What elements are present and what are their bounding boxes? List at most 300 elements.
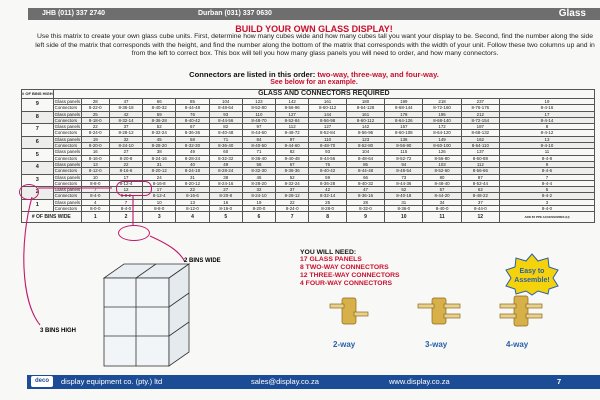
four-way-connector-icon bbox=[492, 292, 552, 332]
glass-count-cell: 104 bbox=[209, 99, 242, 105]
three-way-connector-icon bbox=[410, 292, 470, 332]
connector-count-cell: 8-28-24 bbox=[176, 155, 209, 161]
bins-wide-value: 8 bbox=[309, 212, 347, 223]
connector-count-cell: 8-72-154 bbox=[461, 117, 499, 123]
connector-count-cell: 8-40-32 bbox=[346, 180, 384, 186]
connector-count-cell: 8-24-10 bbox=[109, 143, 142, 149]
glass-count-cell: 5 bbox=[499, 187, 594, 193]
glass-count-cell: 157 bbox=[385, 124, 423, 130]
bins-wide-value: 10 bbox=[385, 212, 423, 223]
glass-panels-label: Glass panels bbox=[54, 124, 81, 130]
glass-count-cell: 97 bbox=[276, 136, 309, 142]
connector-count-cell: 8-68-144 bbox=[385, 105, 423, 111]
glass-count-cell: 66 bbox=[143, 99, 176, 105]
glass-count-cell: 31 bbox=[176, 174, 209, 180]
three-way-label: 3-way bbox=[425, 340, 448, 349]
connector-count-cell: 8-48-70 bbox=[242, 117, 275, 123]
bins-high-header: # OF BINS HIGH bbox=[22, 90, 54, 99]
glass-count-cell: 31 bbox=[143, 161, 176, 167]
connector-count-cell: 8-16-6 bbox=[109, 168, 142, 174]
connector-count-cell: 8-0-0 bbox=[81, 206, 109, 212]
connectors-label: Connectors bbox=[53, 117, 81, 123]
glass-count-cell: 71 bbox=[242, 149, 275, 155]
connector-count-cell: 8-4-10 bbox=[499, 143, 594, 149]
glass-count-cell: 67 bbox=[276, 161, 309, 167]
glass-count-cell: 103 bbox=[423, 161, 461, 167]
connector-count-cell: 8-32-30 bbox=[176, 143, 209, 149]
glass-count-cell: 13 bbox=[499, 136, 594, 142]
glass-count-cell: 16 bbox=[209, 199, 242, 205]
glass-count-cell: 76 bbox=[309, 161, 347, 167]
connector-count-cell: 8-20-8 bbox=[109, 155, 142, 161]
glass-count-cell: 42 bbox=[309, 187, 347, 193]
connector-count-cell: 8-72-160 bbox=[423, 105, 461, 111]
glass-count-cell: 127 bbox=[309, 124, 347, 130]
glass-count-cell: 195 bbox=[423, 111, 461, 117]
glass-count-cell: 31 bbox=[385, 199, 423, 205]
glass-count-cell: 37 bbox=[109, 124, 142, 130]
glass-count-cell: 52 bbox=[276, 174, 309, 180]
glass-count-cell: 71 bbox=[209, 136, 242, 142]
connector-count-cell: 8-8-0 bbox=[143, 206, 176, 212]
glass-count-cell: 24 bbox=[143, 174, 176, 180]
glass-count-cell: 62 bbox=[461, 187, 499, 193]
glass-panels-label: Glass panels bbox=[54, 161, 81, 167]
bins-wide-value: 2 bbox=[109, 212, 142, 223]
glass-count-cell: 52 bbox=[385, 187, 423, 193]
glass-count-cell: 45 bbox=[242, 174, 275, 180]
jhb-phone: JHB (011) 337 2740 bbox=[42, 10, 106, 17]
glass-count-cell: 123 bbox=[346, 136, 384, 142]
website[interactable]: www.display.co.za bbox=[389, 377, 450, 386]
connector-count-cell: 8-12-0 bbox=[81, 168, 109, 174]
connector-count-cell: 8-40-48 bbox=[209, 130, 242, 136]
connector-count-cell: 8-40-42 bbox=[309, 168, 347, 174]
connector-count-cell: 8-4-4 bbox=[499, 180, 594, 186]
glass-count-cell: 4 bbox=[81, 199, 109, 205]
glass-count-cell: 123 bbox=[242, 99, 275, 105]
four-way-label: 4-way bbox=[506, 340, 529, 349]
glass-count-cell: 47 bbox=[346, 187, 384, 193]
bins-high-value: 4 bbox=[22, 161, 54, 174]
accessories-note: ADD 65 PPE ACCESSORIES (H) bbox=[499, 212, 594, 223]
connector-count-cell: 8-44-20 bbox=[423, 193, 461, 199]
glass-count-cell: 13 bbox=[81, 161, 109, 167]
connector-count-cell: 8-16-0 bbox=[81, 155, 109, 161]
company-logo: deco bbox=[31, 376, 53, 387]
glass-count-cell: 49 bbox=[209, 161, 242, 167]
easy-to-assemble-badge bbox=[504, 252, 560, 296]
connector-count-cell: 8-60-108 bbox=[385, 130, 423, 136]
glass-panels-label: Glass panels bbox=[54, 99, 81, 104]
connector-count-cell: 8-68-140 bbox=[423, 117, 461, 123]
connector-count-cell: 8-16-8 bbox=[143, 180, 176, 186]
glass-count-cell: 22 bbox=[109, 161, 142, 167]
connector-count-cell: 8-24-16 bbox=[209, 180, 242, 186]
glass-count-cell: 40 bbox=[176, 161, 209, 167]
glass-count-cell: 25 bbox=[309, 199, 347, 205]
company-name: display equipment co. (pty.) ltd bbox=[61, 377, 163, 386]
connector-count-cell: 8-28-0 bbox=[309, 206, 347, 212]
connector-count-cell: 8-32-0 bbox=[346, 206, 384, 212]
connector-count-cell: 8-24-16 bbox=[143, 155, 176, 161]
connector-count-cell: 8-36-16 bbox=[346, 193, 384, 199]
bins-high-value: 6 bbox=[22, 136, 54, 149]
glass-count-cell: 172 bbox=[423, 124, 461, 130]
glass-count-cell: 32 bbox=[109, 136, 142, 142]
connectors-label: Connectors bbox=[53, 143, 81, 149]
bins-wide-value: 1 bbox=[81, 212, 109, 223]
connector-count-cell: 8-28-20 bbox=[143, 143, 176, 149]
glass-count-cell: 199 bbox=[385, 99, 423, 105]
connector-count-cell: 8-40-42 bbox=[176, 117, 209, 123]
connector-count-cell: 8-52-84 bbox=[276, 117, 309, 123]
you-will-need-title: YOU WILL NEED: bbox=[300, 249, 357, 256]
connector-count-cell: 8-36-40 bbox=[209, 143, 242, 149]
connector-count-cell: 8-32-14 bbox=[309, 193, 347, 199]
connector-count-cell: 8-28-12 bbox=[109, 130, 142, 136]
glass-count-cell: 11 bbox=[499, 149, 594, 155]
connector-count-cell: 8-52-80 bbox=[346, 143, 384, 149]
glass-count-cell: 93 bbox=[209, 111, 242, 117]
connector-count-cell: 8-8-2 bbox=[109, 193, 142, 199]
see-below-note: See below for an example. bbox=[270, 79, 358, 86]
glass-count-cell: 59 bbox=[143, 111, 176, 117]
connector-count-cell: 8-24-0 bbox=[81, 130, 109, 136]
intro-text: Use this matrix to create your own glass cube units. First, determine how many cubes wide and how many cubes tall you want your display to be. Second, find the number along the side left side of the matrix that corresponds with the height, and find the number along the bottom of the matrix that corresponds with the width of your unit. Follow these two columns up and in from the left to correct box. This box will tell you how many glass panels you will need to order, and how many connectors. bbox=[35, 33, 595, 58]
connector-count-cell: 8-32-32 bbox=[209, 155, 242, 161]
bins-wide-header: # OF BINS WIDE bbox=[22, 212, 82, 223]
bins-wide-value: 4 bbox=[176, 212, 209, 223]
glass-count-cell: 137 bbox=[461, 149, 499, 155]
connector-order-prefix: Connectors are listed in this order: bbox=[189, 70, 318, 79]
glass-count-cell: 22 bbox=[81, 124, 109, 130]
connector-count-cell: 8-40-50 bbox=[242, 143, 275, 149]
glass-count-cell: 87 bbox=[461, 174, 499, 180]
connector-count-cell: 8-52-72 bbox=[385, 155, 423, 161]
glass-count-cell: 17 bbox=[109, 174, 142, 180]
connector-count-cell: 8-16-6 bbox=[176, 193, 209, 199]
connector-count-cell: 8-36-0 bbox=[385, 206, 423, 212]
you-will-need-box bbox=[300, 249, 450, 288]
bins-high-value: 9 bbox=[22, 99, 54, 112]
connector-count-cell: 8-28-12 bbox=[276, 193, 309, 199]
glass-count-cell: 34 bbox=[423, 199, 461, 205]
connector-count-cell: 8-4-0 bbox=[81, 193, 109, 199]
connector-count-cell: 8-24-18 bbox=[176, 168, 209, 174]
glass-count-cell: 161 bbox=[309, 99, 347, 105]
easy-line-2: Assemble! bbox=[514, 277, 550, 284]
connector-count-cell: 8-36-36 bbox=[176, 130, 209, 136]
connector-count-cell: 8-16-0 bbox=[209, 206, 242, 212]
connector-count-cell: 8-40-32 bbox=[143, 105, 176, 111]
height-curve bbox=[24, 197, 40, 325]
glass-count-cell: 17 bbox=[499, 111, 594, 117]
connector-order-types: two-way, three-way, and four-way. bbox=[317, 70, 439, 79]
connector-count-cell: 8-44-56 bbox=[209, 117, 242, 123]
connector-count-cell: 8-44-0 bbox=[461, 206, 499, 212]
glass-count-cell: 97 bbox=[242, 124, 275, 130]
bins-high-value: 5 bbox=[22, 149, 54, 162]
glass-count-cell: 85 bbox=[346, 161, 384, 167]
connector-count-cell: 8-48-40 bbox=[423, 180, 461, 186]
glass-count-cell: 67 bbox=[176, 124, 209, 130]
connector-count-cell: 8-24-0 bbox=[276, 206, 309, 212]
glass-count-cell: 136 bbox=[385, 136, 423, 142]
two-way-label: 2-way bbox=[333, 340, 356, 349]
glass-count-cell: 7 bbox=[81, 187, 109, 193]
connector-count-cell: 8-20-12 bbox=[176, 180, 209, 186]
bins-wide-value: 12 bbox=[461, 212, 499, 223]
connector-count-cell: 8-56-66 bbox=[461, 168, 499, 174]
connector-count-cell: 8-4-14 bbox=[499, 117, 594, 123]
page-heading: BUILD YOUR OWN GLASS DISPLAY! bbox=[235, 24, 393, 34]
glass-count-cell: 10 bbox=[81, 174, 109, 180]
glass-count-cell: 110 bbox=[242, 111, 275, 117]
connector-count-cell: 8-24-10 bbox=[242, 193, 275, 199]
footer-bar bbox=[27, 375, 600, 389]
glass-count-cell: 76 bbox=[176, 111, 209, 117]
connector-count-cell: 8-32-30 bbox=[242, 168, 275, 174]
bins-wide-value: 5 bbox=[209, 212, 242, 223]
cube-unit-illustration bbox=[94, 256, 204, 371]
bins-wide-value: 7 bbox=[276, 212, 309, 223]
connector-count-cell: 8-20-0 bbox=[81, 143, 109, 149]
glass-count-cell: 80 bbox=[423, 174, 461, 180]
bins-wide-value: 3 bbox=[143, 212, 176, 223]
glass-count-cell: 45 bbox=[143, 136, 176, 142]
glass-count-cell: 37 bbox=[276, 187, 309, 193]
glass-count-cell: 115 bbox=[385, 149, 423, 155]
glass-panels-label: Glass panels bbox=[54, 199, 81, 205]
connector-count-cell: 8-56-96 bbox=[346, 130, 384, 136]
glass-count-cell: 58 bbox=[242, 161, 275, 167]
connector-count-cell: 8-28-20 bbox=[242, 180, 275, 186]
glass-panels-label: Glass panels bbox=[54, 187, 81, 193]
glass-count-cell: 57 bbox=[423, 187, 461, 193]
connector-count-cell: 8-4-16 bbox=[499, 105, 594, 111]
connector-count-cell: 8-76-176 bbox=[461, 105, 499, 111]
glass-count-cell: 60 bbox=[209, 149, 242, 155]
glass-count-cell: 25 bbox=[81, 111, 109, 117]
glass-panels-label: Glass panels bbox=[54, 136, 81, 142]
connector-count-cell: 8-32-14 bbox=[109, 117, 142, 123]
connector-count-cell: 8-52-80 bbox=[242, 105, 275, 111]
glass-count-cell: 32 bbox=[242, 187, 275, 193]
connector-count-cell: 8-36-28 bbox=[143, 117, 176, 123]
connector-count-cell: 8-28-24 bbox=[209, 168, 242, 174]
glass-count-cell: 144 bbox=[309, 111, 347, 117]
matrix-title: GLASS AND CONNECTORS REQUIRED bbox=[53, 90, 594, 99]
connector-count-cell: 8-48-70 bbox=[309, 143, 347, 149]
connector-count-cell: 8-12-0 bbox=[176, 206, 209, 212]
glass-count-cell: 162 bbox=[461, 136, 499, 142]
connector-count-cell: 8-60-112 bbox=[309, 105, 347, 111]
connector-count-cell: 8-32-24 bbox=[276, 180, 309, 186]
glass-count-cell: 37 bbox=[461, 199, 499, 205]
bins-high-value: 2 bbox=[22, 187, 54, 200]
bins-high-value: 1 bbox=[22, 199, 54, 212]
bins-high-label: 3 BINS HIGH bbox=[40, 328, 77, 334]
glass-count-cell: 161 bbox=[346, 111, 384, 117]
glass-count-cell: 112 bbox=[276, 124, 309, 130]
glass-count-cell: 9 bbox=[499, 161, 594, 167]
glass-panels-label: Glass panels bbox=[54, 174, 81, 180]
glass-count-cell: 28 bbox=[346, 199, 384, 205]
connector-count-cell: 8-32-24 bbox=[143, 130, 176, 136]
glass-count-cell: 17 bbox=[143, 187, 176, 193]
glass-count-cell: 27 bbox=[209, 187, 242, 193]
glass-count-cell: 178 bbox=[385, 111, 423, 117]
glass-count-cell: 93 bbox=[309, 149, 347, 155]
connectors-label: Connectors bbox=[53, 155, 81, 161]
connector-count-cell: 8-8-0 bbox=[81, 180, 109, 186]
glass-count-cell: 52 bbox=[143, 124, 176, 130]
glass-count-cell: 73 bbox=[385, 174, 423, 180]
glass-count-cell: 59 bbox=[309, 174, 347, 180]
connector-count-cell: 8-4-8 bbox=[499, 155, 594, 161]
connector-count-cell: 8-60-88 bbox=[461, 155, 499, 161]
glass-count-cell: 47 bbox=[109, 99, 142, 105]
connector-count-cell: 8-60-100 bbox=[423, 143, 461, 149]
connector-count-cell: 8-44-60 bbox=[242, 130, 275, 136]
connector-count-cell: 8-4-0 bbox=[109, 206, 142, 212]
connector-count-cell: 8-56-80 bbox=[423, 155, 461, 161]
need-two-way: 8 TWO-WAY CONNECTORS bbox=[300, 264, 389, 271]
glass-count-cell: 19 bbox=[499, 99, 594, 105]
connector-count-cell: 8-4-0 bbox=[499, 206, 594, 212]
glass-count-cell: 82 bbox=[276, 149, 309, 155]
glass-count-cell: 212 bbox=[461, 111, 499, 117]
glass-count-cell: 8 bbox=[499, 124, 594, 130]
connector-count-cell: 8-52-44 bbox=[461, 180, 499, 186]
glass-count-cell: 3 bbox=[499, 199, 594, 205]
connectors-label: Connectors bbox=[53, 105, 81, 111]
connector-count-cell: 8-48-54 bbox=[385, 168, 423, 174]
connector-count-cell: 8-20-8 bbox=[209, 193, 242, 199]
glass-count-cell: 112 bbox=[461, 161, 499, 167]
two-way-connector-icon bbox=[320, 292, 380, 332]
glass-count-cell: 7 bbox=[109, 199, 142, 205]
glass-count-cell: 22 bbox=[276, 199, 309, 205]
bins-wide-label: 2 BINS WIDE bbox=[184, 258, 221, 264]
connector-count-cell: 8-20-0 bbox=[242, 206, 275, 212]
connector-count-cell: 8-44-48 bbox=[346, 168, 384, 174]
glass-count-cell: 218 bbox=[423, 99, 461, 105]
glass-count-cell: 149 bbox=[423, 136, 461, 142]
glass-count-cell: 66 bbox=[346, 174, 384, 180]
sales-email[interactable]: sales@display.co.za bbox=[251, 377, 319, 386]
connector-count-cell: 8-48-22 bbox=[461, 193, 499, 199]
glass-count-cell: 28 bbox=[81, 99, 109, 105]
connector-count-cell: 8-40-0 bbox=[423, 206, 461, 212]
connector-count-cell: 8-48-64 bbox=[209, 105, 242, 111]
connector-count-cell: 8-52-60 bbox=[423, 168, 461, 174]
connectors-label: Connectors bbox=[53, 180, 81, 186]
connector-count-cell: 8-4-12 bbox=[499, 130, 594, 136]
glass-count-cell: 82 bbox=[209, 124, 242, 130]
page-number: 7 bbox=[557, 377, 562, 386]
connector-count-cell: 8-40-48 bbox=[276, 155, 309, 161]
connector-count-cell: 8-20-12 bbox=[143, 168, 176, 174]
glass-count-cell: 38 bbox=[143, 149, 176, 155]
connectors-label: Connectors bbox=[53, 193, 81, 199]
glass-count-cell: 104 bbox=[346, 149, 384, 155]
glass-count-cell: 187 bbox=[461, 124, 499, 130]
connector-count-cell: 8-56-98 bbox=[309, 117, 347, 123]
connector-count-cell: 8-64-120 bbox=[423, 130, 461, 136]
glass-count-cell: 22 bbox=[176, 187, 209, 193]
glass-count-cell: 58 bbox=[176, 136, 209, 142]
bins-wide-value: 9 bbox=[346, 212, 384, 223]
glass-count-cell: 10 bbox=[143, 199, 176, 205]
easy-line-1: Easy to bbox=[519, 268, 545, 275]
glass-count-cell: 110 bbox=[309, 136, 347, 142]
glass-panels-label: Glass panels bbox=[54, 149, 81, 155]
connector-count-cell: 8-56-90 bbox=[385, 143, 423, 149]
glass-count-cell: 19 bbox=[81, 136, 109, 142]
connector-count-cell: 8-68-132 bbox=[461, 130, 499, 136]
connectors-label: Connectors bbox=[53, 206, 81, 212]
connector-count-cell: 8-36-36 bbox=[276, 168, 309, 174]
connectors-label: Connectors bbox=[53, 130, 81, 136]
glass-count-cell: 27 bbox=[109, 149, 142, 155]
glass-count-cell: 127 bbox=[276, 111, 309, 117]
connector-count-cell: 8-48-64 bbox=[346, 155, 384, 161]
glass-count-cell: 38 bbox=[209, 174, 242, 180]
glass-count-cell: 19 bbox=[242, 199, 275, 205]
glass-count-cell: 13 bbox=[176, 199, 209, 205]
connectors-label: Connectors bbox=[53, 168, 81, 174]
glass-count-cell: 85 bbox=[176, 99, 209, 105]
bins-high-value: 3 bbox=[22, 174, 54, 187]
bins-high-value: 7 bbox=[22, 124, 54, 137]
glass-count-cell: 180 bbox=[346, 99, 384, 105]
connector-count-cell: 8-56-96 bbox=[276, 105, 309, 111]
connector-count-cell: 8-12-4 bbox=[109, 180, 142, 186]
connector-count-cell: 8-64-128 bbox=[346, 105, 384, 111]
connector-count-cell: 8-36-40 bbox=[242, 155, 275, 161]
glass-count-cell: 7 bbox=[499, 174, 594, 180]
glass-count-cell: 49 bbox=[176, 149, 209, 155]
connector-count-cell: 8-52-84 bbox=[309, 130, 347, 136]
glass-count-cell: 84 bbox=[242, 136, 275, 142]
connector-count-cell: 8-44-56 bbox=[309, 155, 347, 161]
bins-wide-value: 11 bbox=[423, 212, 461, 223]
need-glass-panels: 17 GLASS PANELS bbox=[300, 256, 362, 263]
connector-count-cell: 8-60-112 bbox=[346, 117, 384, 123]
glass-count-cell: 42 bbox=[109, 111, 142, 117]
connector-count-cell: 8-4-6 bbox=[499, 168, 594, 174]
connector-count-cell: 8-44-36 bbox=[385, 180, 423, 186]
glass-count-cell: 94 bbox=[385, 161, 423, 167]
connector-count-cell: 8-12-4 bbox=[143, 193, 176, 199]
glass-count-cell: 16 bbox=[81, 149, 109, 155]
connector-count-cell: 8-44-60 bbox=[276, 143, 309, 149]
connector-count-cell: 8-40-18 bbox=[385, 193, 423, 199]
connector-count-cell: 8-64-110 bbox=[461, 143, 499, 149]
connector-count-cell: 8-48-72 bbox=[276, 130, 309, 136]
bins-high-value: 8 bbox=[22, 111, 54, 124]
need-three-way: 12 THREE-WAY CONNECTORS bbox=[300, 272, 400, 279]
connector-count-cell: 8-18-0 bbox=[81, 117, 109, 123]
section-title: Glass bbox=[558, 8, 586, 19]
bins-wide-value: 6 bbox=[242, 212, 275, 223]
glass-count-cell: 237 bbox=[461, 99, 499, 105]
durban-phone: Durban (031) 337 0630 bbox=[198, 10, 272, 17]
connector-count-cell: 8-36-28 bbox=[309, 180, 347, 186]
connector-count-cell: 8-44-48 bbox=[176, 105, 209, 111]
